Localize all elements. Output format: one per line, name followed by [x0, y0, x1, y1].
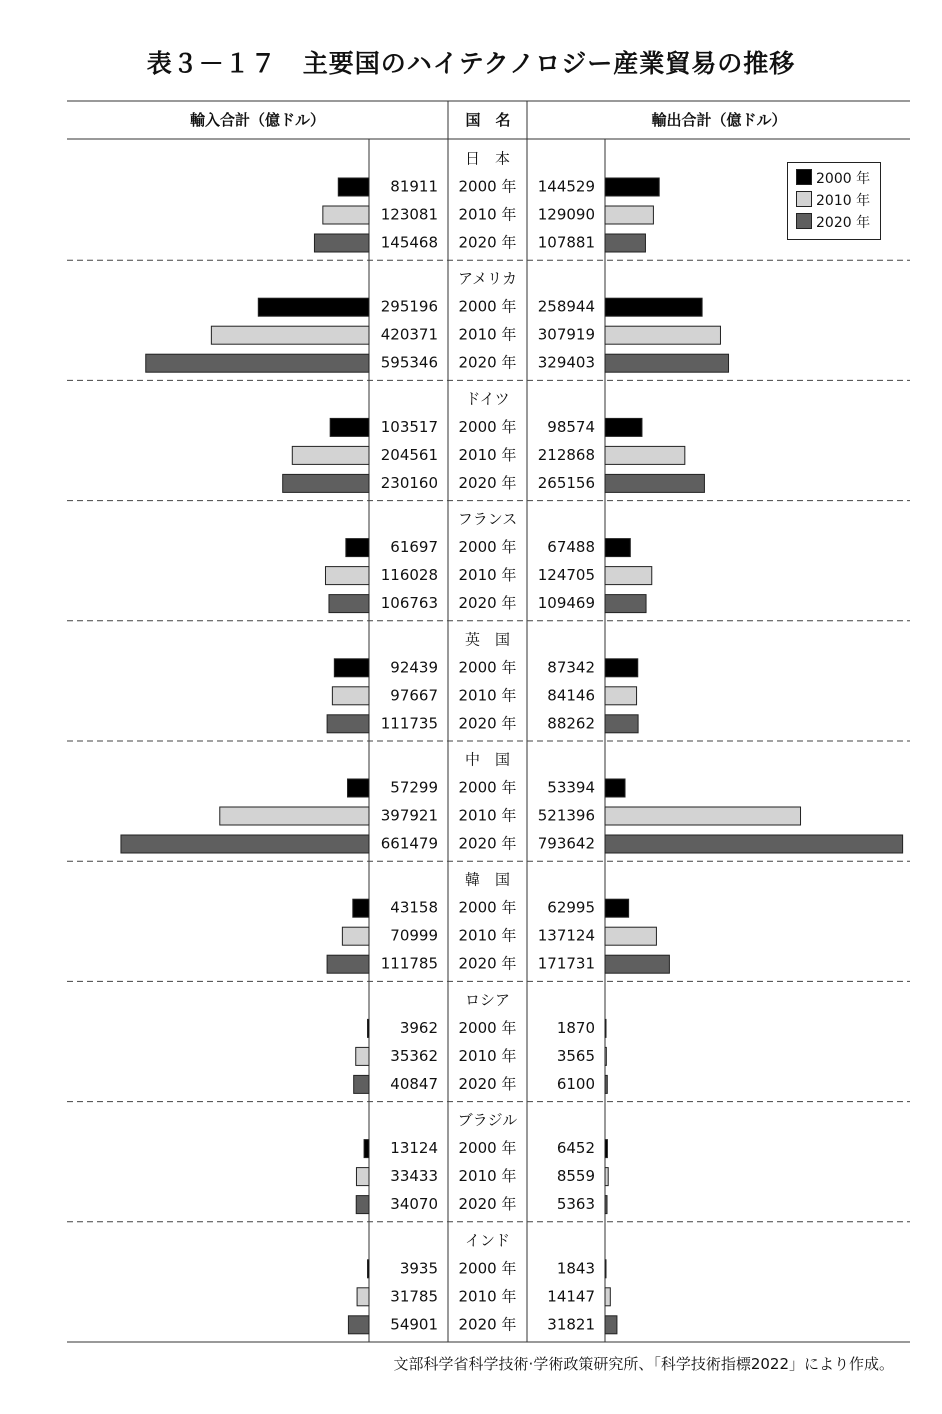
- import-value-label: 106763: [380, 594, 438, 613]
- export-value-label: 62995: [547, 898, 595, 917]
- legend-item-2020: [796, 213, 870, 233]
- import-bar: [327, 715, 369, 733]
- legend-label-2010: 2010 年: [816, 193, 871, 209]
- export-value-label: 67488: [547, 538, 595, 557]
- legend-swatch-2020: [796, 213, 812, 229]
- year-label: 2000 年: [458, 417, 517, 436]
- import-bar: [146, 354, 369, 372]
- import-value-label: 13124: [390, 1139, 438, 1158]
- export-bar: [605, 899, 629, 917]
- export-value-label: 98574: [547, 417, 595, 436]
- import-bar: [329, 595, 369, 613]
- import-value-label: 295196: [380, 297, 438, 316]
- import-bar: [356, 1047, 369, 1065]
- import-bar: [258, 298, 369, 316]
- export-bar: [605, 326, 720, 344]
- import-value-label: 661479: [380, 834, 438, 853]
- year-label: 2020 年: [458, 473, 517, 492]
- import-bar: [327, 955, 369, 973]
- export-bar: [605, 1019, 606, 1037]
- import-value-label: 31785: [390, 1287, 438, 1306]
- chart-title: 表３－１７ 主要国のハイテクノロジー産業貿易の推移: [146, 49, 796, 78]
- export-value-label: 265156: [537, 473, 595, 492]
- export-value-label: 53394: [547, 778, 595, 797]
- export-bar: [605, 446, 685, 464]
- legend-label-2000: 2000 年: [816, 171, 871, 187]
- import-bar: [342, 927, 369, 945]
- export-bar: [605, 234, 645, 252]
- import-bar: [332, 687, 369, 705]
- year-label: 2000 年: [458, 658, 517, 677]
- year-label: 2020 年: [458, 1315, 517, 1334]
- export-bar: [605, 715, 638, 733]
- export-value-label: 14147: [547, 1287, 595, 1306]
- year-label: 2020 年: [458, 353, 517, 372]
- year-label: 2010 年: [458, 806, 517, 825]
- import-value-label: 40847: [390, 1074, 438, 1093]
- export-bar: [605, 1288, 610, 1306]
- legend: [787, 162, 881, 240]
- import-bar: [121, 835, 369, 853]
- import-bar: [348, 1316, 369, 1334]
- year-label: 2020 年: [458, 954, 517, 973]
- import-bar: [211, 326, 369, 344]
- import-value-label: 3935: [399, 1259, 438, 1278]
- export-value-label: 5363: [556, 1195, 595, 1214]
- export-bar: [605, 178, 659, 196]
- export-bar: [605, 835, 903, 853]
- export-bar: [605, 807, 801, 825]
- imports-header: 輸入合計（億ドル）: [189, 111, 325, 129]
- export-bar: [605, 1047, 606, 1065]
- year-label: 2010 年: [458, 926, 517, 945]
- import-value-label: 92439: [390, 658, 438, 677]
- import-value-label: 116028: [380, 566, 438, 585]
- export-bar: [605, 779, 625, 797]
- import-bar: [356, 1168, 369, 1186]
- export-value-label: 87342: [547, 658, 595, 677]
- year-label: 2020 年: [458, 1074, 517, 1093]
- country-name: 日 本: [464, 149, 511, 168]
- exports-header: 輸出合計（億ドル）: [651, 111, 787, 129]
- import-value-label: 230160: [380, 473, 438, 492]
- export-bar: [605, 474, 704, 492]
- import-value-label: 123081: [380, 205, 438, 224]
- country-name: ブラジル: [457, 1111, 518, 1130]
- import-bar: [353, 899, 369, 917]
- import-bar: [220, 807, 369, 825]
- import-value-label: 397921: [380, 806, 438, 825]
- export-bar: [605, 595, 646, 613]
- export-value-label: 1843: [556, 1259, 595, 1278]
- import-bar: [314, 234, 369, 252]
- country-name: 韓 国: [464, 870, 511, 889]
- import-bar: [346, 539, 369, 557]
- export-bar: [605, 1168, 608, 1186]
- import-value-label: 57299: [390, 778, 438, 797]
- export-bar: [605, 354, 729, 372]
- import-value-label: 70999: [390, 926, 438, 945]
- legend-item-2010: [796, 191, 870, 211]
- country-name: フランス: [457, 510, 518, 529]
- country-name: アメリカ: [458, 269, 517, 288]
- import-bar: [330, 418, 369, 436]
- year-label: 2020 年: [458, 594, 517, 613]
- import-value-label: 145468: [380, 233, 438, 252]
- legend-swatch-2000: [796, 169, 812, 185]
- export-value-label: 8559: [556, 1167, 595, 1186]
- country-name: インド: [464, 1231, 511, 1250]
- import-value-label: 35362: [390, 1046, 438, 1065]
- import-value-label: 33433: [390, 1167, 438, 1186]
- import-bar: [364, 1140, 369, 1158]
- export-bar: [605, 1316, 617, 1334]
- year-label: 2000 年: [458, 1139, 517, 1158]
- year-label: 2010 年: [458, 205, 517, 224]
- export-value-label: 88262: [547, 714, 595, 733]
- import-bar: [356, 1196, 369, 1214]
- import-bar: [368, 1019, 369, 1037]
- year-label: 2010 年: [458, 445, 517, 464]
- country-header: 国 名: [465, 111, 511, 129]
- export-value-label: 793642: [537, 834, 595, 853]
- export-bar: [605, 206, 653, 224]
- import-value-label: 43158: [390, 898, 438, 917]
- import-value-label: 111735: [380, 714, 438, 733]
- export-value-label: 3565: [556, 1046, 595, 1065]
- year-label: 2010 年: [458, 1167, 517, 1186]
- year-label: 2000 年: [458, 297, 517, 316]
- import-value-label: 54901: [390, 1315, 438, 1334]
- export-value-label: 84146: [547, 686, 595, 705]
- export-value-label: 258944: [537, 297, 595, 316]
- year-label: 2010 年: [458, 1046, 517, 1065]
- export-value-label: 212868: [537, 445, 595, 464]
- import-value-label: 420371: [380, 325, 438, 344]
- import-bar: [338, 178, 369, 196]
- export-bar: [605, 1140, 607, 1158]
- import-value-label: 103517: [380, 417, 438, 436]
- year-label: 2020 年: [458, 233, 517, 252]
- export-value-label: 6452: [556, 1139, 595, 1158]
- year-label: 2010 年: [458, 566, 517, 585]
- export-bar: [605, 1260, 606, 1278]
- export-value-label: 129090: [537, 205, 595, 224]
- year-label: 2020 年: [458, 1195, 517, 1214]
- import-value-label: 61697: [390, 538, 438, 557]
- export-value-label: 171731: [537, 954, 595, 973]
- import-value-label: 34070: [390, 1195, 438, 1214]
- import-bar: [357, 1288, 369, 1306]
- country-name: 英 国: [464, 630, 511, 649]
- source-note: 文部科学省科学技術·学術政策研究所、「科学技術指標2022」により作成。: [393, 1355, 894, 1373]
- import-value-label: 3962: [399, 1018, 438, 1037]
- legend-item-2000: [796, 169, 870, 189]
- export-bar: [605, 539, 630, 557]
- export-value-label: 137124: [537, 926, 595, 945]
- year-label: 2010 年: [458, 1287, 517, 1306]
- legend-label-2020: 2020 年: [816, 215, 871, 231]
- export-value-label: 6100: [556, 1074, 595, 1093]
- export-value-label: 31821: [547, 1315, 595, 1334]
- year-label: 2000 年: [458, 898, 517, 917]
- export-bar: [605, 567, 652, 585]
- year-label: 2010 年: [458, 686, 517, 705]
- export-bar: [605, 418, 642, 436]
- export-bar: [605, 659, 638, 677]
- country-name: ロシア: [464, 990, 511, 1009]
- year-label: 2020 年: [458, 714, 517, 733]
- export-value-label: 329403: [537, 353, 595, 372]
- import-value-label: 111785: [380, 954, 438, 973]
- import-bar: [334, 659, 369, 677]
- import-bar: [348, 779, 369, 797]
- import-value-label: 595346: [380, 353, 438, 372]
- import-bar: [283, 474, 369, 492]
- export-value-label: 144529: [537, 177, 595, 196]
- year-label: 2020 年: [458, 834, 517, 853]
- import-value-label: 81911: [390, 177, 438, 196]
- export-bar: [605, 1196, 607, 1214]
- export-bar: [605, 687, 637, 705]
- country-name: 中 国: [464, 750, 511, 769]
- legend-swatch-2010: [796, 191, 812, 207]
- import-bar: [325, 567, 369, 585]
- year-label: 2000 年: [458, 1259, 517, 1278]
- export-value-label: 307919: [537, 325, 595, 344]
- export-bar: [605, 955, 669, 973]
- country-name: ドイツ: [465, 389, 510, 408]
- year-label: 2000 年: [458, 778, 517, 797]
- import-bar: [292, 446, 369, 464]
- import-bar: [323, 206, 369, 224]
- export-bar: [605, 1075, 607, 1093]
- year-label: 2000 年: [458, 538, 517, 557]
- import-bar: [354, 1075, 369, 1093]
- import-value-label: 97667: [390, 686, 438, 705]
- export-value-label: 1870: [556, 1018, 595, 1037]
- import-bar: [368, 1260, 369, 1278]
- export-bar: [605, 298, 702, 316]
- export-bar: [605, 927, 656, 945]
- export-value-label: 109469: [537, 594, 595, 613]
- year-label: 2010 年: [458, 325, 517, 344]
- year-label: 2000 年: [458, 1018, 517, 1037]
- year-label: 2000 年: [458, 177, 517, 196]
- export-value-label: 107881: [537, 233, 595, 252]
- export-value-label: 521396: [537, 806, 595, 825]
- import-value-label: 204561: [380, 445, 438, 464]
- export-value-label: 124705: [537, 566, 595, 585]
